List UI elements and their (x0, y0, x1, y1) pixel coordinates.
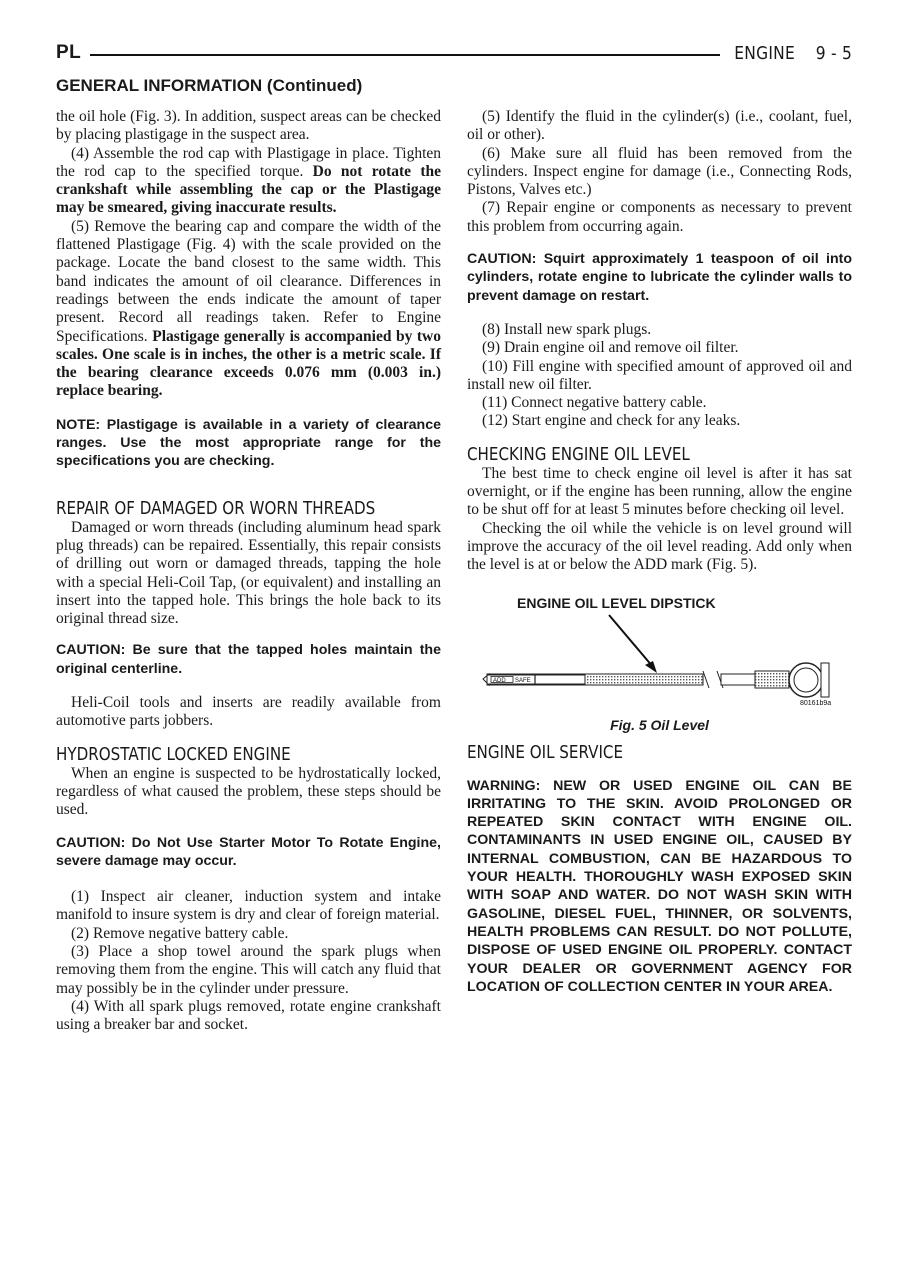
paragraph-best-time: The best time to check engine oil level is after it has sat overnight, or if the engine has been running, allow the engine to be shut off for at least 5 minutes before checking oil level. (467, 464, 852, 519)
figure-id: 80161b9a (800, 699, 832, 705)
right-column (467, 108, 852, 996)
paragraph-step-5 (56, 218, 441, 401)
dipstick-safe-mark: SAFE (515, 677, 531, 684)
caution-teaspoon-oil: CAUTION: Squirt approximately 1 teaspoon of oil into cylinders, rotate engine to lubricate the cylinder walls to prevent damage on restart. (467, 251, 852, 304)
step-9: (9) Drain engine oil and remove oil filter. (482, 339, 739, 357)
step-4-warning-text: Do not rotate the crankshaft while assembling the cap or the Plastigage may be smeared, giving inaccurate results. (56, 162, 441, 217)
dipstick-figure (467, 595, 852, 705)
section-heading-oil-level: CHECKING ENGINE OIL LEVEL (467, 443, 690, 465)
section-heading-threads: REPAIR OF DAMAGED OR WORN THREADS (56, 497, 376, 519)
dipstick-add-mark: ADD (493, 677, 506, 684)
step-7: (7) Repair engine or components as necessary to prevent this problem from occurring again. (467, 199, 852, 235)
figure-callout-label: ENGINE OIL LEVEL DIPSTICK (517, 594, 716, 611)
step-4-text: (4) Assemble the rod cap with Plastigage in place. Tighten the rod cap to the specified torque. (56, 144, 441, 180)
warning-used-oil: WARNING: NEW OR USED ENGINE OIL CAN BE IRRITATING TO THE SKIN. AVOID PROLONGED OR REPEATED SKIN CONTACT WITH ENGINE OIL. CONTAMINANTS IN USED ENGINE OIL, CAUSED BY INTERNAL COMBUSTION, CAN BE HAZARDOUS TO YOUR HEALTH. THOROUGHLY WASH EXPOSED SKIN WITH SOAP AND WATER. DO NOT WASH SKIN WITH GASOLINE, DIESEL FUEL, THINNER, OR SOLVENTS, HEALTH PROBLEMS CAN RESULT. DO NOT POLLUTE, DISPOSE OF USED ENGINE OIL PROPERLY. CONTACT YOUR DEALER OR GOVERNMENT AGENCY FOR LOCATION OF COLLECTION CENTER IN YOUR AREA. (467, 777, 852, 995)
paragraph-level-ground: Checking the oil while the vehicle is on level ground will improve the accuracy of the oil level reading. Add only when the level is at or below the ADD mark (Fig. 5). (467, 519, 852, 574)
header-rule (90, 54, 720, 56)
step-8: (8) Install new spark plugs. (482, 320, 652, 338)
section-heading-hydrostatic: HYDROSTATIC LOCKED ENGINE (56, 743, 291, 765)
paragraph-threads: Damaged or worn threads (including aluminum head spark plug threads) can be repaired. Essentially, this repair consists of drilling out worn or damaged threads, tapping the hole with a special Heli-Coil Tap, (or equivalent) and installing an insert into the tapped hole. This brings the hole back to its original thread size. (56, 518, 441, 628)
paragraph-oil-hole: the oil hole (Fig. 3). In addition, suspect areas can be checked by placing plastigage in the suspect area. (56, 108, 441, 144)
paragraph-heli-coil: Heli-Coil tools and inserts are readily available from automotive parts jobbers. (56, 694, 441, 730)
callout-leader-line (609, 615, 653, 667)
step-11: (11) Connect negative battery cable. (482, 394, 707, 412)
figure-caption-text: Fig. 5 Oil Level (610, 716, 709, 733)
step-5-identify: (5) Identify the fluid in the cylinder(s) (i.e., coolant, fuel, oil or other). (467, 108, 852, 144)
step-6: (6) Make sure all fluid has been removed from the cylinders. Inspect engine for damage (i.e., Connecting Rods, Pistons, Valves etc.) (467, 144, 852, 199)
page-header (56, 42, 852, 66)
step-12: (12) Start engine and check for any leaks. (482, 412, 741, 430)
dipstick-illustration (467, 595, 852, 705)
step-1: (1) Inspect air cleaner, induction system and intake manifold to insure system is dry and clear of foreign material. (56, 888, 441, 924)
figure-caption (467, 717, 852, 733)
step-5-text: (5) Remove the bearing cap and compare the width of the flattened Plastigage (Fig. 4) with the scale provided on the package. Locate the band closest to the same width. This band indicates the amount of oil clearance. Differences in readings between the ends indicate the amount of taper present. Record all readings taken. Refer to Engine Specifications. (56, 217, 441, 345)
section-heading-oil-service: ENGINE OIL SERVICE (467, 741, 624, 763)
header-section-code: PL (56, 42, 82, 63)
header-chapter-page: ENGINE 9 - 5 (734, 43, 852, 64)
step-3: (3) Place a shop towel around the spark plugs when removing them from the engine. This will catch any fluid that may possibly be in the cylinder under pressure. (56, 942, 441, 997)
callout-arrowhead (645, 661, 657, 673)
paragraph-step-4 (56, 145, 441, 218)
paragraph-hydrostatic: When an engine is suspected to be hydrostatically locked, regardless of what caused the problem, these steps should be used. (56, 764, 441, 819)
step-4: (4) With all spark plugs removed, rotate engine crankshaft using a breaker bar and socket. (56, 997, 441, 1034)
left-column (56, 108, 441, 1034)
step-10: (10) Fill engine with specified amount of approved oil and install new oil filter. (467, 357, 852, 393)
caution-centerline: CAUTION: Be sure that the tapped holes maintain the original centerline. (56, 642, 441, 677)
continued-heading: GENERAL INFORMATION (Continued) (56, 76, 363, 95)
step-2: (2) Remove negative battery cable. (71, 924, 289, 942)
note-plastigage: NOTE: Plastigage is available in a variety of clearance ranges. Use the most appropriate range for the specifications you are checking. (56, 416, 441, 470)
step-5-bold-text: Plastigage generally is accompanied by two scales. One scale is in inches, the other is a metric scale. If the bearing clearance exceeds 0.076 mm (0.003 in.) replace bearing. (56, 327, 442, 400)
caution-starter-motor: CAUTION: Do Not Use Starter Motor To Rotate Engine, severe damage may occur. (56, 834, 441, 869)
